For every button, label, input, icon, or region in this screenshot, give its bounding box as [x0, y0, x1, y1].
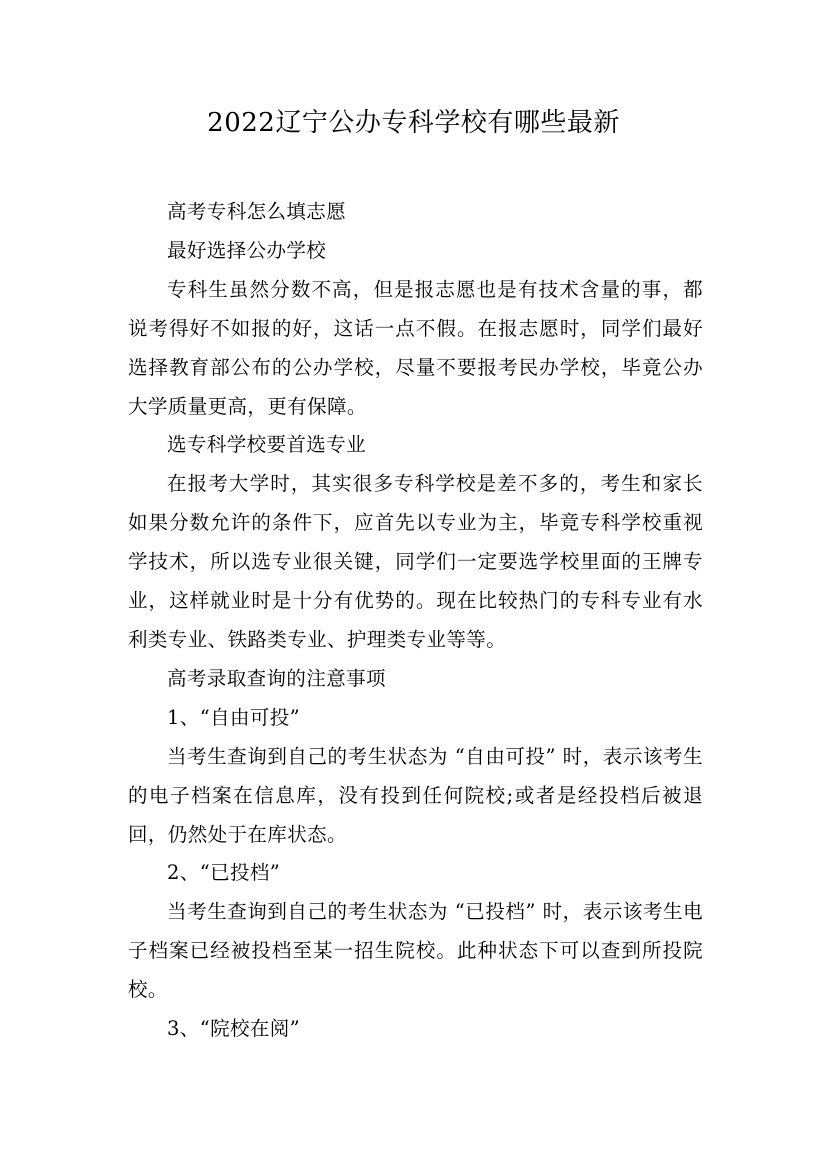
- paragraph-heading-how-to-apply: 高考专科怎么填志愿: [167, 200, 347, 223]
- paragraph-heading-choose-public: 最好选择公办学校: [167, 238, 327, 262]
- paragraph-item-3-heading: 3、“院校在阅”: [167, 1017, 301, 1041]
- paragraph-item-2-heading: 2、“已投档”: [167, 861, 281, 885]
- paragraph-item-1-text: 当考生查询到自己的考生状态为 “自由可投” 时，表示该考生的电子档案在信息库，没有投到任何院校;或者是经投档后被退回，仍然处于在库状态。: [128, 744, 703, 846]
- paragraph-item-2-text: 当考生查询到自己的考生状态为 “已投档” 时，表示该考生电子档案已经被投档至某一招生院校。此种状态下可以查到所投院校。: [128, 900, 703, 1002]
- paragraph-major-advice: 在报考大学时，其实很多专科学校是差不多的，考生和家长如果分数允许的条件下，应首先以专业为主，毕竟专科学校重视学技术，所以选专业很关键，同学们一定要选学校里面的王牌专业，这样就业时是十分有优势的。现在比较热门的专科专业有水利类专业、铁路类专业、护理类专业等等。: [128, 472, 703, 651]
- paragraph-public-school-advice: 专科生虽然分数不高，但是报志愿也是有技术含量的事，都说考得好不如报的好，这话一点不假。在报志愿时，同学们最好选择教育部公布的公办学校，尽量不要报考民办学校，毕竟公办大学质量更高，更有保障。: [128, 277, 703, 418]
- paragraph-heading-major-first: 选专科学校要首选专业: [167, 433, 367, 457]
- document-body: [128, 193, 703, 1049]
- document-title: 2022辽宁公办专科学校有哪些最新: [207, 108, 620, 138]
- paragraph-item-1-heading: 1、“自由可投”: [167, 705, 301, 729]
- paragraph-heading-admission-query: 高考录取查询的注意事项: [167, 666, 386, 690]
